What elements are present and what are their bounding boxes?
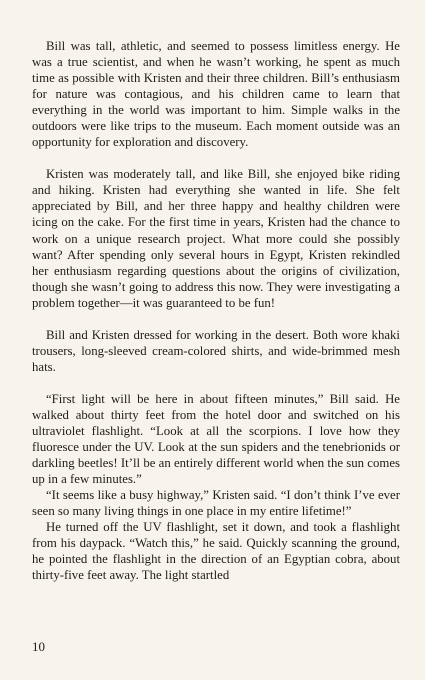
- paragraph-uv-flashlight: “First light will be here in about fifteen minutes,” Bill said. He walked about thirty feet from the hotel door and switched on his ultraviolet flashlight. “Look at all the scorpions. I love how they fluoresce under the UV. Look at the sun spiders and the tenebrionids or darkling beetles! It’ll be an entirely different world when the sun comes up in a few minutes.”: [32, 391, 400, 487]
- paragraph-cobra: He turned off the UV flashlight, set it down, and took a flashlight from his daypack. “Watch this,” he said. Quickly scanning the ground, he pointed the flashlight in the direction of an Egyptian cobra, about thirty-five feet away. The light startled: [32, 520, 400, 583]
- paragraph-kristen-description: Kristen was moderately tall, and like Bill, she enjoyed bike riding and hiking. Kristen had everything she wanted in life. She felt appreciated by Bill, and her three happy and healthy children were icing on the cake. For the first time in years, Kristen had the chance to work on a unique research project. What more could she possibly want? After spending only several hours in Egypt, Kristen rekindled her enthusiasm regarding questions about the origins of civilization, though she wasn’t going to address this now. They were investigating a problem together—it was guaranteed to be fun!: [32, 167, 400, 310]
- paragraph-bill-description: Bill was tall, athletic, and seemed to possess limitless energy. He was a true scientist, and when he wasn’t working, he spent as much time as possible with Kristen and their three children. Bill’s enthusiasm for nature was contagious, and his children came to learn that everything in the world was important to him. Simple walks in the outdoors were like trips to the museum. Each moment outside was an opportunity for exploration and discovery.: [32, 39, 400, 150]
- paragraph-busy-highway: “It seems like a busy highway,” Kristen said. “I don’t think I’ve ever seen so many living things in one place in my entire lifetime!”: [32, 488, 400, 519]
- paragraph-desert-clothing: Bill and Kristen dressed for working in the desert. Both wore khaki trousers, long-sleeved cream-colored shirts, and wide-brimmed mesh hats.: [32, 327, 400, 374]
- page-number: 10: [32, 639, 45, 654]
- body-text: [32, 38, 400, 583]
